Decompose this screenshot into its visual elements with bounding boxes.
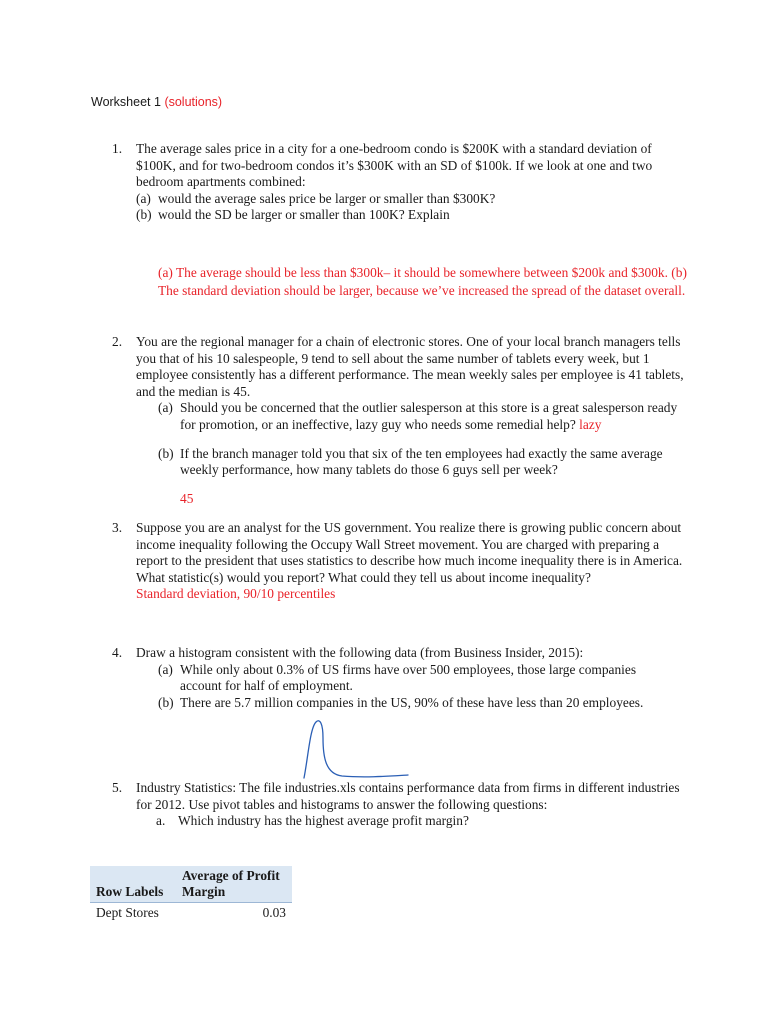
pivot-table xyxy=(90,866,292,923)
worksheet-title xyxy=(91,94,222,110)
question-number: 1. xyxy=(112,141,123,156)
sub-question-a: (a) While only about 0.3% of US firms have over 500 employees, those large companies account for half of employment. xyxy=(158,661,637,694)
hand-drawn-histogram-sketch xyxy=(296,718,416,780)
question-text: Draw a histogram consistent with the following data (from Business Insider, 2015): xyxy=(136,645,584,660)
sub-question-b: (b) If the branch manager told you that six of the ten employees had exactly the same average weekly performance, how many tablets do those 6 guys sell per week? xyxy=(158,445,663,478)
title-text: Worksheet 1 xyxy=(91,95,161,109)
sub-question-b: (b) would the SD be larger or smaller than 100K? Explain xyxy=(136,207,450,223)
answer-q1: (a) The average should be less than $300k– it should be somewhere between $200k and $300k. (b) The standard deviation should be larger, because we’ve increased the spread of the dataset overall. xyxy=(158,265,687,298)
sub-question-b: (b) There are 5.7 million companies in the US, 90% of these have less than 20 employees. xyxy=(158,694,644,710)
answer-q3: Standard deviation, 90/10 percentiles xyxy=(136,586,336,602)
answer-q2b: 45 xyxy=(180,491,194,506)
pivot-row-value: 0.03 xyxy=(262,905,286,920)
question-text: Industry Statistics: The file industries.xls contains performance data from firms in different industries for 2012. Use pivot tables and histograms to answer the following questions: xyxy=(136,780,680,812)
pivot-header-row-labels: Row Labels xyxy=(90,866,176,903)
answer-q2a: lazy xyxy=(579,416,602,432)
question-number: 5. xyxy=(112,780,123,795)
question-number: 2. xyxy=(112,334,123,349)
question-text: The average sales price in a city for a one-bedroom condo is $200K with a standard deviation of $100K, and for two-bedroom condos it’s $300K with an SD of $100k. If we look at one and two bedroom apartments combined: xyxy=(136,141,653,190)
question-number: 4. xyxy=(112,645,123,660)
question-text: You are the regional manager for a chain of electronic stores. One of your local branch managers tells you that of his 10 salespeople, 9 tend to sell about the same number of tablets every week, but 1 employee consistently has a different performance. The mean weekly sales per employee is 41 tablets, and the median is 45. xyxy=(136,334,684,399)
sub-question-a: (a) would the average sales price be larger or smaller than $300K? xyxy=(136,190,496,206)
table-row xyxy=(90,903,292,924)
question-text: Suppose you are an analyst for the US government. You realize there is growing public concern about income inequality following the Occupy Wall Street movement. You are charged with preparing a report to the president that uses statistics to describe how much income inequality there is in America. What statistic(s) would you report? What could they tell us about income inequality? xyxy=(136,520,683,585)
sub-question-a: (a) Should you be concerned that the outlier salesperson at this store is a great salesperson ready for promotion, or an ineffective, lazy guy who needs some remedial help? lazy xyxy=(158,400,678,432)
title-solutions-tag: (solutions) xyxy=(164,95,223,109)
sub-question-a: a. Which industry has the highest average profit margin? xyxy=(156,813,469,829)
pivot-row-label: Dept Stores xyxy=(96,905,159,920)
question-number: 3. xyxy=(112,520,123,535)
pivot-header-average-profit-margin: Average of Profit Margin xyxy=(176,866,292,903)
